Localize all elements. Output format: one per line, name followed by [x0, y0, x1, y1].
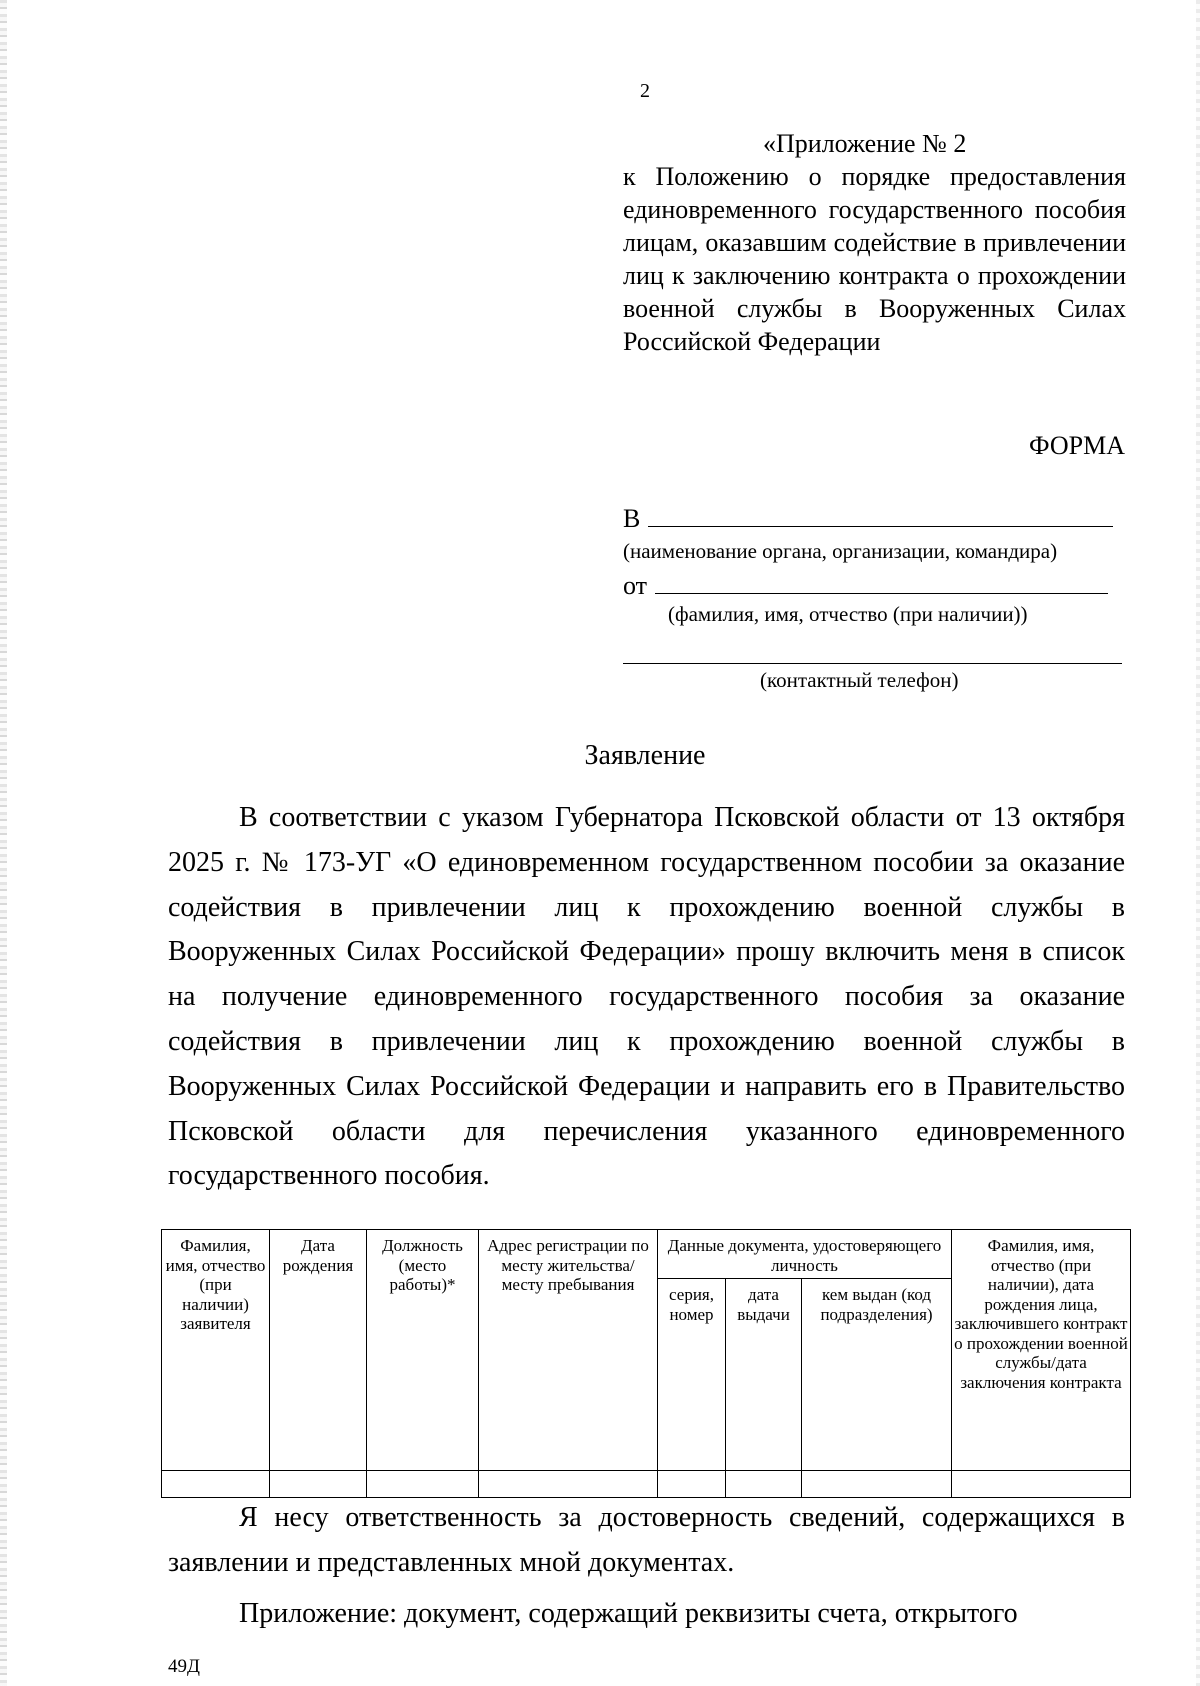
recipient-from-row — [623, 567, 1123, 601]
cell-doc-series[interactable] — [658, 1471, 726, 1498]
recipient-from-field[interactable] — [655, 567, 1108, 594]
table-row — [162, 1471, 1131, 1498]
application-paragraph: В соответствии с указом Губернатора Псковской области от 13 октября 2025 г. № 173-УГ «О единовременном государственном пособии за оказание содействия в привлечении лиц к прохождению военной службы в Вооруженных Силах Российской Федерации» прошу включить меня в список на получение единовременного государственного пособия за оказание содействия в привлечении лиц к прохождению военной службы в Вооруженных Силах Российской Федерации и направить его в Правительство Псковской области для перечисления указанного единовременного государственного пособия. — [168, 802, 1125, 1192]
cell-contractor[interactable] — [952, 1471, 1131, 1498]
responsibility-statement: Я несу ответственность за достоверность сведений, содержащихся в заявлении и представленных мной документах. — [168, 1502, 1125, 1578]
phone-caption: (контактный телефон) — [760, 668, 959, 692]
header-fio: Фамилия, имя, отчество (при наличии) заявителя — [162, 1230, 270, 1471]
cell-fio[interactable] — [162, 1471, 270, 1498]
header-identity-document: Данные документа, удостоверяющего личность — [658, 1230, 952, 1279]
footer-code: 49Д — [168, 1656, 200, 1677]
header-doc-date: дата выдачи — [726, 1279, 802, 1471]
appendix-title: «Приложение № 2 — [763, 129, 967, 158]
application-body — [168, 796, 1125, 1199]
page-number: 2 — [640, 80, 650, 102]
recipient-to-field[interactable] — [648, 500, 1113, 527]
appendix-block — [623, 127, 1126, 358]
cell-doc-issuer[interactable] — [802, 1471, 952, 1498]
recipient-to-row — [623, 500, 1123, 534]
scan-edge-left — [0, 0, 7, 1686]
phone-field[interactable] — [623, 663, 1122, 664]
cell-position[interactable] — [367, 1471, 479, 1498]
recipient-to-caption: (наименование органа, организации, командира) — [623, 539, 1058, 563]
header-contractor: Фамилия, имя, отчество (при наличии), дата рождения лица, заключившего контракт о прохождении военной службы/дата заключения контракта — [952, 1230, 1131, 1471]
header-address: Адрес регистрации по месту жительства/месту пребывания — [479, 1230, 658, 1471]
form-label: ФОРМА — [1029, 431, 1125, 460]
recipient-from-caption: (фамилия, имя, отчество (при наличии)) — [668, 602, 1028, 626]
applicant-data-table — [161, 1229, 1131, 1498]
document-title: Заявление — [584, 740, 706, 771]
header-position: Должность (место работы)* — [367, 1230, 479, 1471]
header-birth-date: Дата рождения — [270, 1230, 367, 1471]
header-doc-issuer: кем выдан (код подразделения) — [802, 1279, 952, 1471]
cell-birth-date[interactable] — [270, 1471, 367, 1498]
table-header-row — [162, 1230, 1131, 1279]
cell-doc-date[interactable] — [726, 1471, 802, 1498]
appendix-reference: к Положению о порядке предоставления единовременного государственного пособия лицам, оказавшим содействие в привлечении лиц к заключению контракта о прохождении военной службы в Вооруженных Силах Российской Федерации — [623, 162, 1126, 356]
header-doc-series: серия, номер — [658, 1279, 726, 1471]
closing-section — [168, 1496, 1125, 1642]
recipient-to-prefix: В — [623, 504, 641, 533]
cell-address[interactable] — [479, 1471, 658, 1498]
attachment-statement: Приложение: документ, содержащий реквизиты счета, открытого — [239, 1597, 1018, 1629]
scan-edge-right — [1196, 0, 1200, 1686]
recipient-from-prefix: от — [623, 571, 648, 600]
